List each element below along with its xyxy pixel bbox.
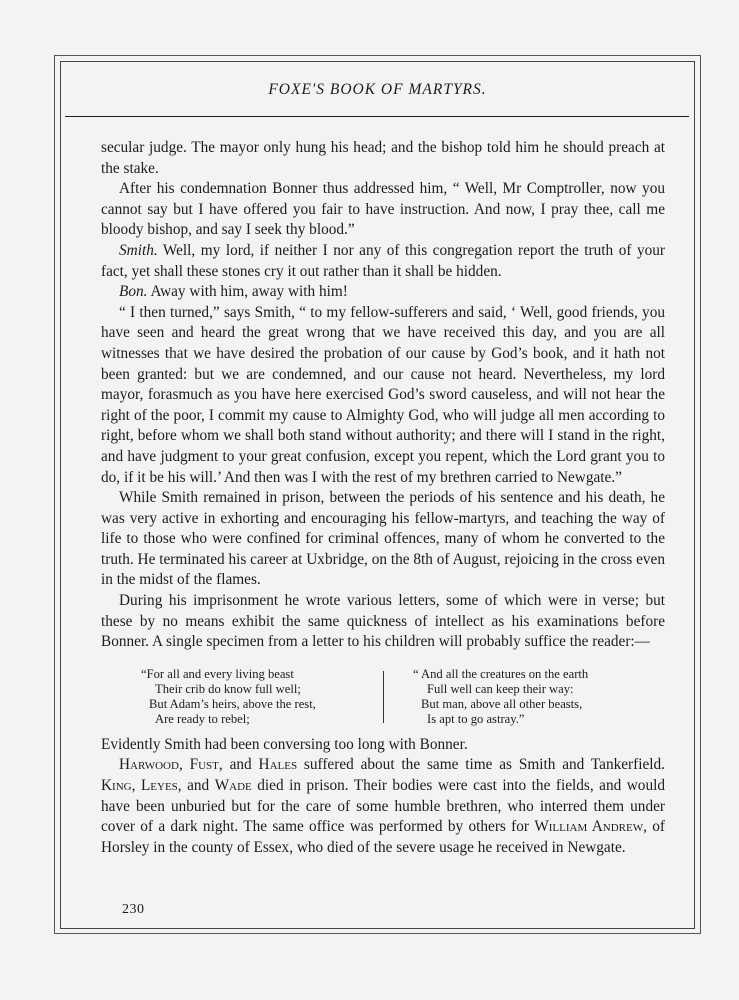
text-fragment: suffered about the same time as Smith and Tankerfield. [297, 756, 665, 774]
text-fragment: , [131, 777, 141, 795]
verse-line: But Adam’s heirs, above the rest, [149, 697, 316, 712]
verse-stanza-right [413, 667, 588, 728]
martyr-name: Hales [258, 756, 298, 774]
martyr-name: William Andrew [534, 818, 644, 836]
verse-stanza-left [141, 667, 316, 728]
text-fragment: , and [177, 777, 215, 795]
text-fragment: , [178, 756, 190, 774]
paragraph: Evidently Smith had been conversing too long with Bonner. [101, 735, 468, 753]
speech-text: Away with him, away with him! [147, 283, 348, 301]
martyr-name: Wade [214, 777, 252, 795]
paragraph [101, 282, 665, 303]
paragraph: secular judge. The mayor only hung his head; and the bishop told him he should preach at the stake. [101, 139, 665, 177]
verse-line: Full well can keep their way: [427, 682, 574, 697]
speech-text: Well, my lord, if neither I nor any of this congregation report the truth of your fact, yet shall these stones cry it out rather than it shall be hidden. [101, 241, 665, 280]
paragraph [101, 755, 665, 858]
verse-line: Their crib do know full well; [155, 682, 301, 697]
running-head: FOXE'S BOOK OF MARTYRS. [268, 81, 487, 98]
body-text [101, 138, 665, 858]
paragraph: While Smith remained in prison, between the periods of his sentence and his death, he was very active in exhorting and encouraging his fellow-martyrs, and teaching the way of life to those who were confined for criminal offences, many of whom he converted to the truth. He terminated his career at Uxbridge, on the 8th of August, rejoicing in the cross even in the midst of the flames. [101, 489, 665, 589]
martyr-name: Leyes [140, 777, 178, 795]
verse-line: “For all and every living beast [141, 666, 294, 681]
verse-line: “ And all the creatures on the earth [413, 666, 589, 681]
martyr-name: Fust [189, 756, 219, 774]
header-rule [65, 116, 689, 117]
text-fragment: , and [218, 756, 259, 774]
page-number: 230 [122, 902, 145, 917]
martyr-name: King [101, 777, 132, 795]
paragraph: During his imprisonment he wrote various letters, some of which were in verse; but these by no means exhibit the same quickness of intellect as his examinations before Bonner. A single specimen from a letter to his children will probably suffice the reader:— [101, 592, 665, 651]
verse-line: Are ready to rebel; [155, 712, 250, 727]
verse-divider [383, 671, 384, 723]
text-fragment: died in prison. Their bodies were cast into the fields, and would have been unburied but for the care of some humble brethren, who interred them under cover of a dark night. The same office was performed by others for [101, 777, 665, 836]
martyr-name: Harwood [119, 756, 179, 774]
speaker-label: Bon. [119, 283, 148, 301]
verse-line: Is apt to go astray.” [427, 712, 525, 727]
paragraph [101, 241, 665, 282]
verse-line: But man, above all other beasts, [421, 697, 583, 712]
text-fragment: , of Horsley in the county of Essex, who died of the severe usage he received in Newgate. [101, 818, 665, 856]
paragraph: After his condemnation Bonner thus addressed him, “ Well, Mr Comptroller, now you cannot say but I have offered you fair to have instruction. And now, I pray thee, call me bloody bishop, and say I seek thy blood.” [101, 180, 665, 239]
paragraph: “ I then turned,” says Smith, “ to my fellow-sufferers and said, ‘ Well, good friends, you have seen and heard the great wrong that we have received this day, and you are all witnesses that we have desired the probation of our cause by God’s book, and it hath not been granted: but we are condemned, and our cause not heard. Nevertheless, my lord mayor, forasmuch as you have here exercised God’s sword causeless, and will not hear the right of the poor, I commit my cause to Almighty God, who will judge all men according to right, before whom we shall both stand without authority; and there will I stand in the right, and have judgment to your great confusion, except you repent, which the Lord grant you to do, if it be his will.’ And then was I with the rest of my brethren carried to Newgate.” [101, 303, 665, 486]
verse-quotation [101, 667, 665, 727]
speaker-label: Smith. [119, 241, 158, 259]
